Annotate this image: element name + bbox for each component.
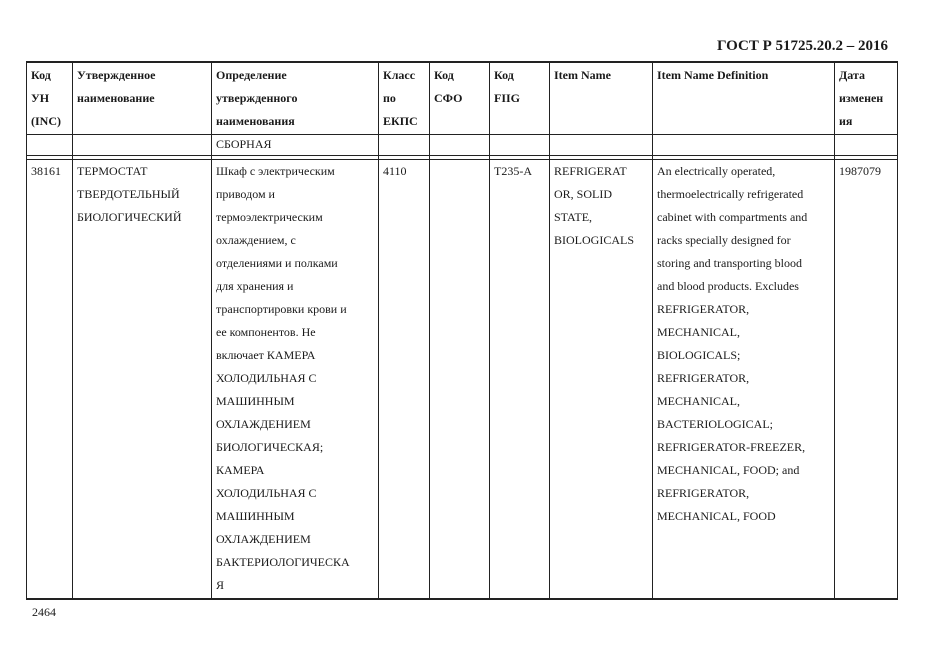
- header-sfo-code: Код СФО: [430, 62, 490, 135]
- document-id: ГОСТ Р 51725.20.2 – 2016: [716, 38, 888, 54]
- header-item-name-definition: Item Name Definition: [653, 62, 835, 135]
- table-cell: [379, 135, 430, 156]
- cell-definition: Шкаф с электрическим приводом и термоэлектрическим охлаждением, с отделениями и полками для хранения и транспортировки крови и ее компонентов. Не включает КАМЕРА ХОЛОДИЛЬНАЯ С МАШИННЫМ ОХЛАЖДЕНИЕМ БИОЛОГИЧЕСКАЯ; КАМЕРА ХОЛОДИЛЬНАЯ С МАШИННЫМ ОХЛАЖДЕНИЕМ БАКТЕРИОЛОГИЧЕСКА Я: [212, 160, 379, 600]
- cell-inc: 38161: [27, 160, 73, 600]
- cell-item-name: REFRIGERAT OR, SOLID STATE, BIOLOGICALS: [550, 160, 653, 600]
- cell-fiig-code: T235-A: [490, 160, 550, 600]
- header-approved-name: Утвержденное наименование: [73, 62, 212, 135]
- header-item-name: Item Name: [550, 62, 653, 135]
- table-cell: [550, 135, 653, 156]
- header-definition: Определение утвержденного наименования: [212, 62, 379, 135]
- cell-change-date: 1987079: [835, 160, 898, 600]
- cell-item-name-definition: An electrically operated, thermoelectrically refrigerated cabinet with compartments and racks specially designed for storing and transporting blood and blood products. Excludes REFRIGERATOR, MECHANICAL, BIOLOGICALS; REFRIGERATOR, MECHANICAL, BACTERIOLOGICAL; REFRIGERATOR-FREEZER, MECHANICAL, FOOD; and REFRIGERATOR, MECHANICAL, FOOD: [653, 160, 835, 600]
- header-change-date: Дата изменен ия: [835, 62, 898, 135]
- table-row: [27, 160, 898, 600]
- table-cell: [490, 135, 550, 156]
- cell-ekps-class: 4110: [379, 160, 430, 600]
- table-cell: [430, 135, 490, 156]
- catalog-table: [26, 61, 898, 600]
- header-row: [27, 62, 898, 135]
- cell-sfo-code: [430, 160, 490, 600]
- table-cell: [27, 135, 73, 156]
- page-number: 2464: [32, 605, 56, 619]
- continuation-row: [27, 135, 898, 156]
- cell-approved-name: ТЕРМОСТАТ ТВЕРДОТЕЛЬНЫЙ БИОЛОГИЧЕСКИЙ: [73, 160, 212, 600]
- table-cell: СБОРНАЯ: [212, 135, 379, 156]
- table-cell: [73, 135, 212, 156]
- table-cell: [653, 135, 835, 156]
- header-ekps-class: Класс по ЕКПС: [379, 62, 430, 135]
- header-fiig-code: Код FIIG: [490, 62, 550, 135]
- header-inc: Код УН (INC): [27, 62, 73, 135]
- table-cell: [835, 135, 898, 156]
